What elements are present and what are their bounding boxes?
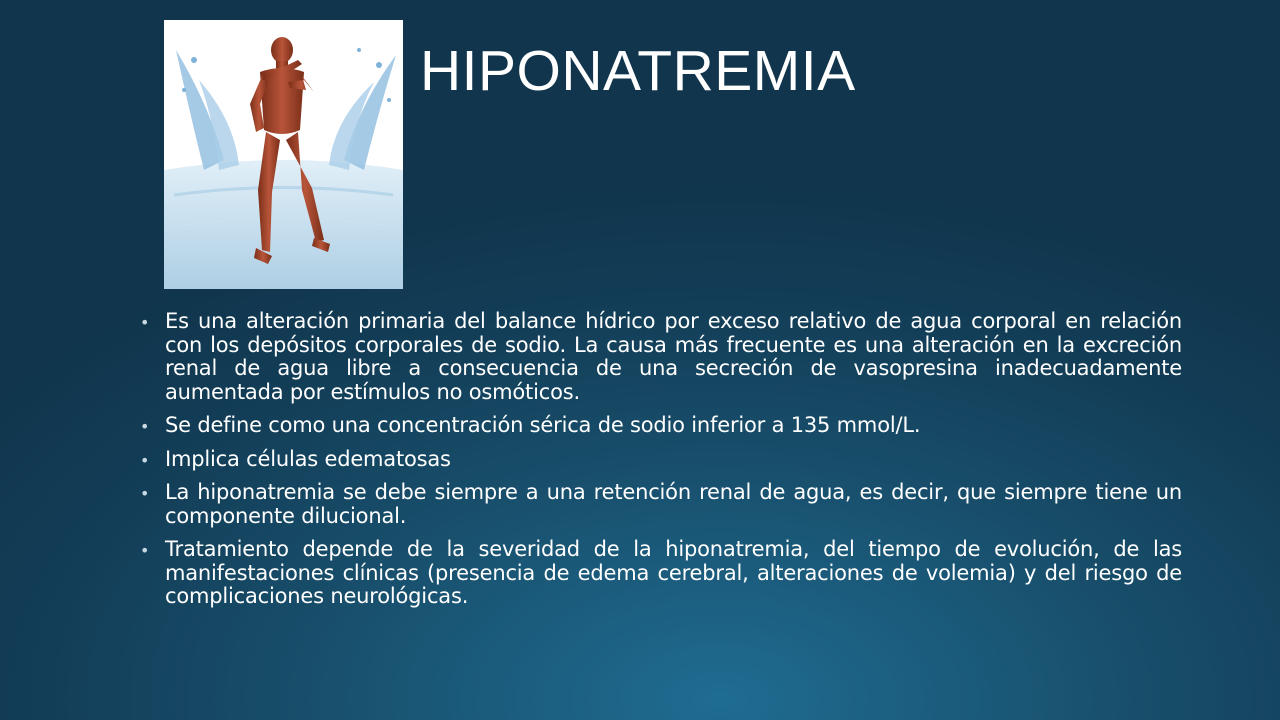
bullet-item	[140, 481, 1182, 528]
bullet-text: La hiponatremia se debe siempre a una retención renal de agua, es decir, que siempre tiene un componente dilucional.	[165, 480, 1182, 528]
bullet-dot-icon: •	[140, 450, 150, 470]
bullet-text: Es una alteración primaria del balance hídrico por exceso relativo de agua corporal en relación con los depósitos corporales de sodio. La causa más frecuente es una alteración en la excreción renal de agua libre a consecuencia de una secreción de vasopresina inadecuadamente aumentada por estímulos no osmóticos.	[165, 309, 1182, 404]
bullet-text: Se define como una concentración sérica de sodio inferior a 135 mmol/L.	[165, 413, 921, 437]
bullet-dot-icon: •	[140, 484, 150, 503]
bullet-text: Tratamiento depende de la severidad de la hiponatremia, del tiempo de evolución, de las manifestaciones clínicas (presencia de edema cerebral, alteraciones de volemia) y del riesgo de complicaciones neurológicas.	[165, 537, 1182, 608]
anatomy-figure-image	[164, 20, 403, 289]
anatomy-water-splash-icon	[164, 20, 403, 289]
slide-title: HIPONATREMIA	[420, 39, 856, 103]
bullet-list	[140, 310, 1182, 619]
bullet-text: Implica células edematosas	[165, 446, 451, 471]
bullet-dot-icon: •	[140, 541, 150, 560]
bullet-item	[140, 448, 1182, 472]
bullet-dot-icon: •	[140, 313, 150, 332]
bullet-item	[140, 310, 1182, 404]
bullet-dot-icon: •	[140, 417, 150, 436]
bullet-item	[140, 538, 1182, 609]
bullet-item	[140, 414, 1182, 438]
